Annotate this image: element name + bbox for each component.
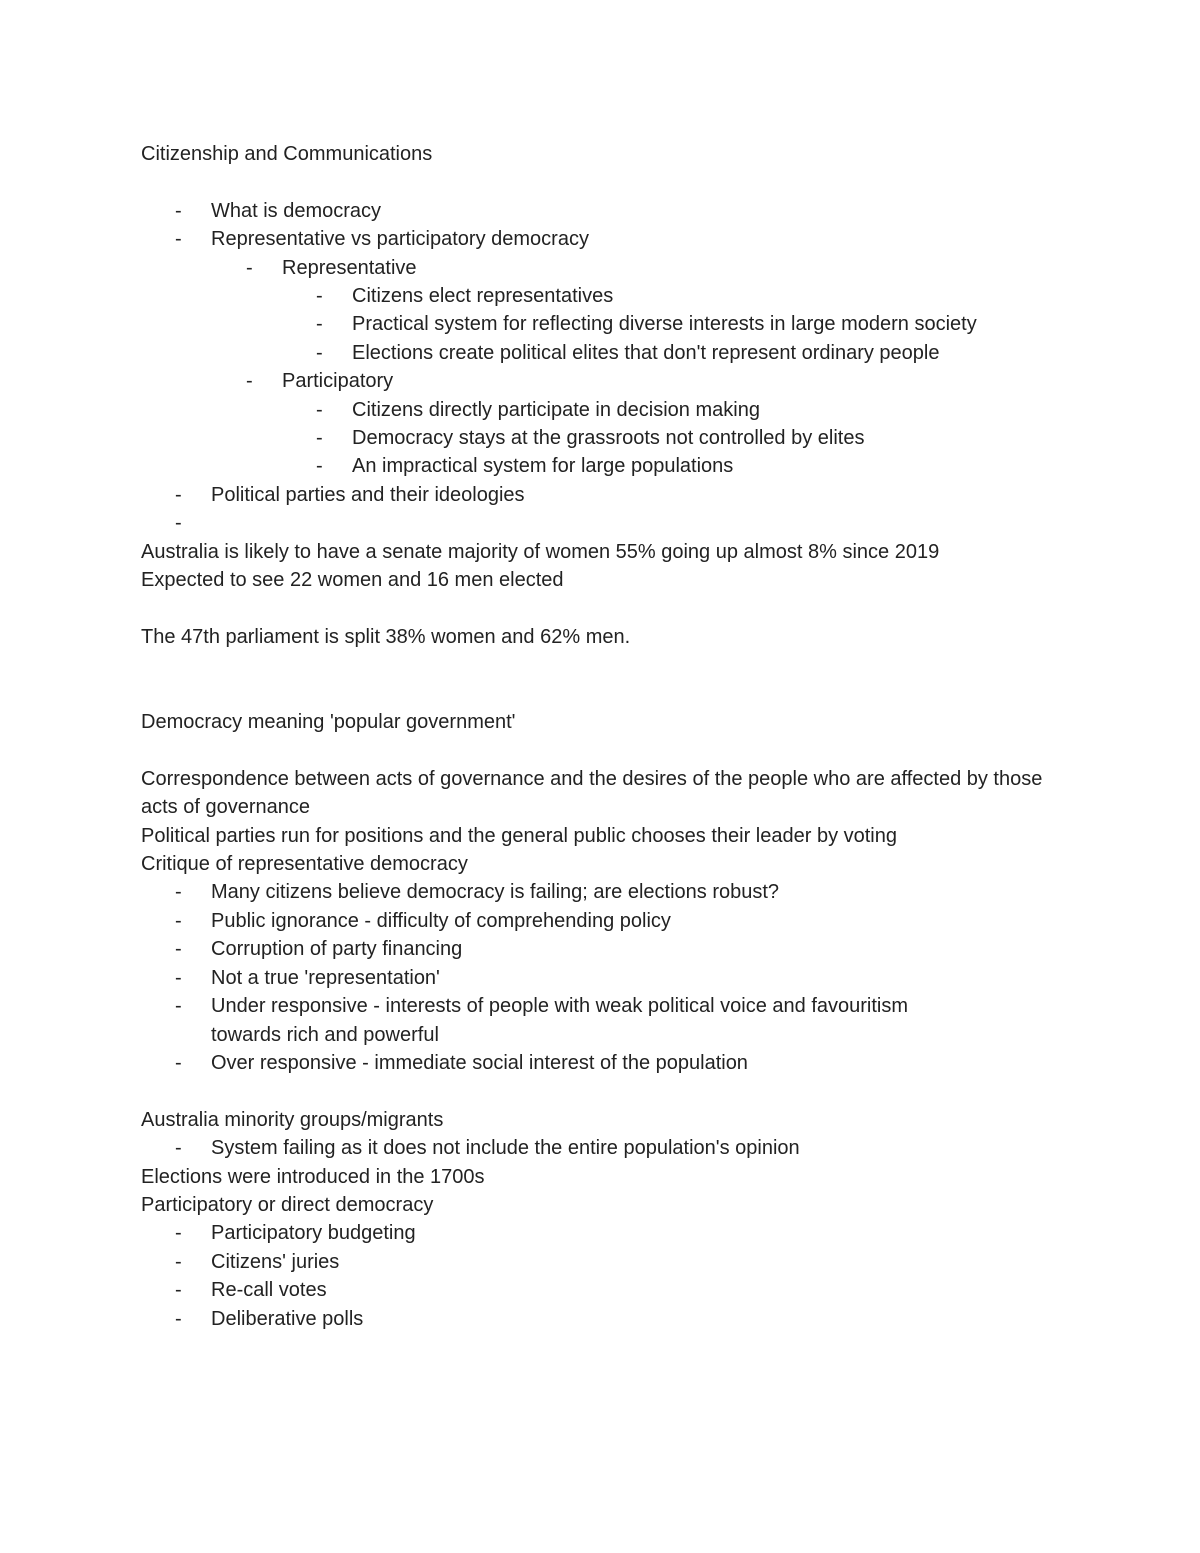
bullet-dash: - (316, 398, 323, 421)
outline-item (141, 481, 1080, 509)
bullet-dash: - (316, 285, 323, 308)
bullet-dash: - (175, 483, 182, 506)
spacer (141, 168, 1080, 196)
critique-item-text: Over responsive - immediate social interest of the population (211, 1051, 748, 1074)
minority-item-text: System failing as it does not include the entire population's opinion (211, 1137, 800, 1160)
direct-democracy-heading: Participatory or direct democracy (141, 1193, 434, 1216)
spacer (141, 594, 1080, 622)
outline-item-text: An impractical system for large populations (352, 455, 734, 478)
minority-item (141, 1134, 1080, 1162)
outline-list (141, 197, 1080, 538)
outline-item-text: Political parties and their ideologies (211, 483, 525, 506)
direct-item (141, 1248, 1080, 1276)
critique-item (141, 935, 1080, 963)
outline-item-text: Representative vs participatory democracy (211, 228, 589, 251)
bullet-dash: - (246, 370, 253, 393)
direct-item (141, 1276, 1080, 1304)
outline-item (141, 367, 1080, 395)
bullet-dash: - (316, 341, 323, 364)
spacer (141, 736, 1080, 764)
bullet-dash: - (316, 455, 323, 478)
elections-intro-text: Elections were introduced in the 1700s (141, 1165, 485, 1188)
direct-item-text: Participatory budgeting (211, 1222, 416, 1245)
outline-item-text: Citizens directly participate in decision making (352, 398, 760, 421)
bullet-dash: - (175, 1137, 182, 1160)
direct-item (141, 1219, 1080, 1247)
bullet-dash: - (175, 909, 182, 932)
parliament-split-text: The 47th parliament is split 38% women and 62% men. (141, 625, 631, 648)
critique-item-text: Public ignorance - difficulty of comprehending policy (211, 909, 671, 932)
direct-item-text: Re-call votes (211, 1279, 327, 1302)
democracy-meaning-text: Democracy meaning 'popular government' (141, 711, 516, 734)
outline-item-text: Citizens elect representatives (352, 285, 614, 308)
direct-democracy-list (141, 1219, 1080, 1333)
bullet-dash: - (175, 199, 182, 222)
outline-item-text: What is democracy (211, 199, 382, 222)
document-title: Citizenship and Communications (141, 143, 433, 165)
minority-heading: Australia minority groups/migrants (141, 1108, 444, 1131)
bullet-dash: - (175, 1051, 182, 1074)
critique-item-text: Under responsive - interests of people with weak political voice and favouritism towards rich and powerful (211, 995, 909, 1046)
bullet-dash: - (316, 313, 323, 336)
critique-list (141, 878, 1080, 1077)
senate-majority-text: Australia is likely to have a senate majority of women 55% going up almost 8% since 2019 (141, 540, 940, 563)
correspondence-text: Correspondence between acts of governance and the desires of the people who are affected by those acts of governance (141, 767, 1043, 819)
outline-item-text: Elections create political elites that don't represent ordinary people (352, 341, 940, 364)
outline-item (141, 225, 1080, 253)
critique-heading: Critique of representative democracy (141, 853, 468, 876)
critique-item-text: Corruption of party financing (211, 938, 463, 961)
outline-item-text: Democracy stays at the grassroots not controlled by elites (352, 427, 865, 450)
direct-item (141, 1305, 1080, 1333)
outline-item (141, 452, 1080, 480)
bullet-dash: - (175, 995, 182, 1018)
outline-item (141, 282, 1080, 310)
bullet-dash: - (175, 966, 182, 989)
bullet-dash: - (175, 938, 182, 961)
critique-item (141, 992, 1080, 1049)
outline-item (141, 396, 1080, 424)
senate-expected-text: Expected to see 22 women and 16 men elected (141, 569, 564, 592)
critique-item (141, 964, 1080, 992)
outline-item (141, 197, 1080, 225)
critique-item (141, 907, 1080, 935)
outline-item (141, 424, 1080, 452)
critique-item-text: Not a true 'representation' (211, 966, 440, 989)
parties-run-text: Political parties run for positions and the general public chooses their leader by voting (141, 824, 897, 847)
outline-item-text: Participatory (282, 370, 394, 393)
bullet-dash: - (175, 1250, 182, 1273)
outline-item-empty (141, 509, 1080, 537)
critique-item (141, 878, 1080, 906)
direct-item-text: Deliberative polls (211, 1307, 364, 1330)
critique-item (141, 1049, 1080, 1077)
bullet-dash: - (175, 881, 182, 904)
outline-item (141, 339, 1080, 367)
outline-item-text: Representative (282, 256, 417, 279)
bullet-dash: - (316, 427, 323, 450)
bullet-dash: - (175, 512, 182, 535)
bullet-dash: - (175, 1222, 182, 1245)
direct-item-text: Citizens' juries (211, 1250, 340, 1273)
outline-item (141, 254, 1080, 282)
bullet-dash: - (246, 256, 253, 279)
spacer (141, 1077, 1080, 1105)
outline-item (141, 310, 1080, 338)
bullet-dash: - (175, 1279, 182, 1302)
minority-list (141, 1134, 1080, 1162)
bullet-dash: - (175, 1307, 182, 1330)
outline-item-text: Practical system for reflecting diverse interests in large modern society (352, 313, 977, 336)
spacer (141, 651, 1080, 708)
critique-item-text: Many citizens believe democracy is failing; are elections robust? (211, 881, 780, 904)
bullet-dash: - (175, 228, 182, 251)
